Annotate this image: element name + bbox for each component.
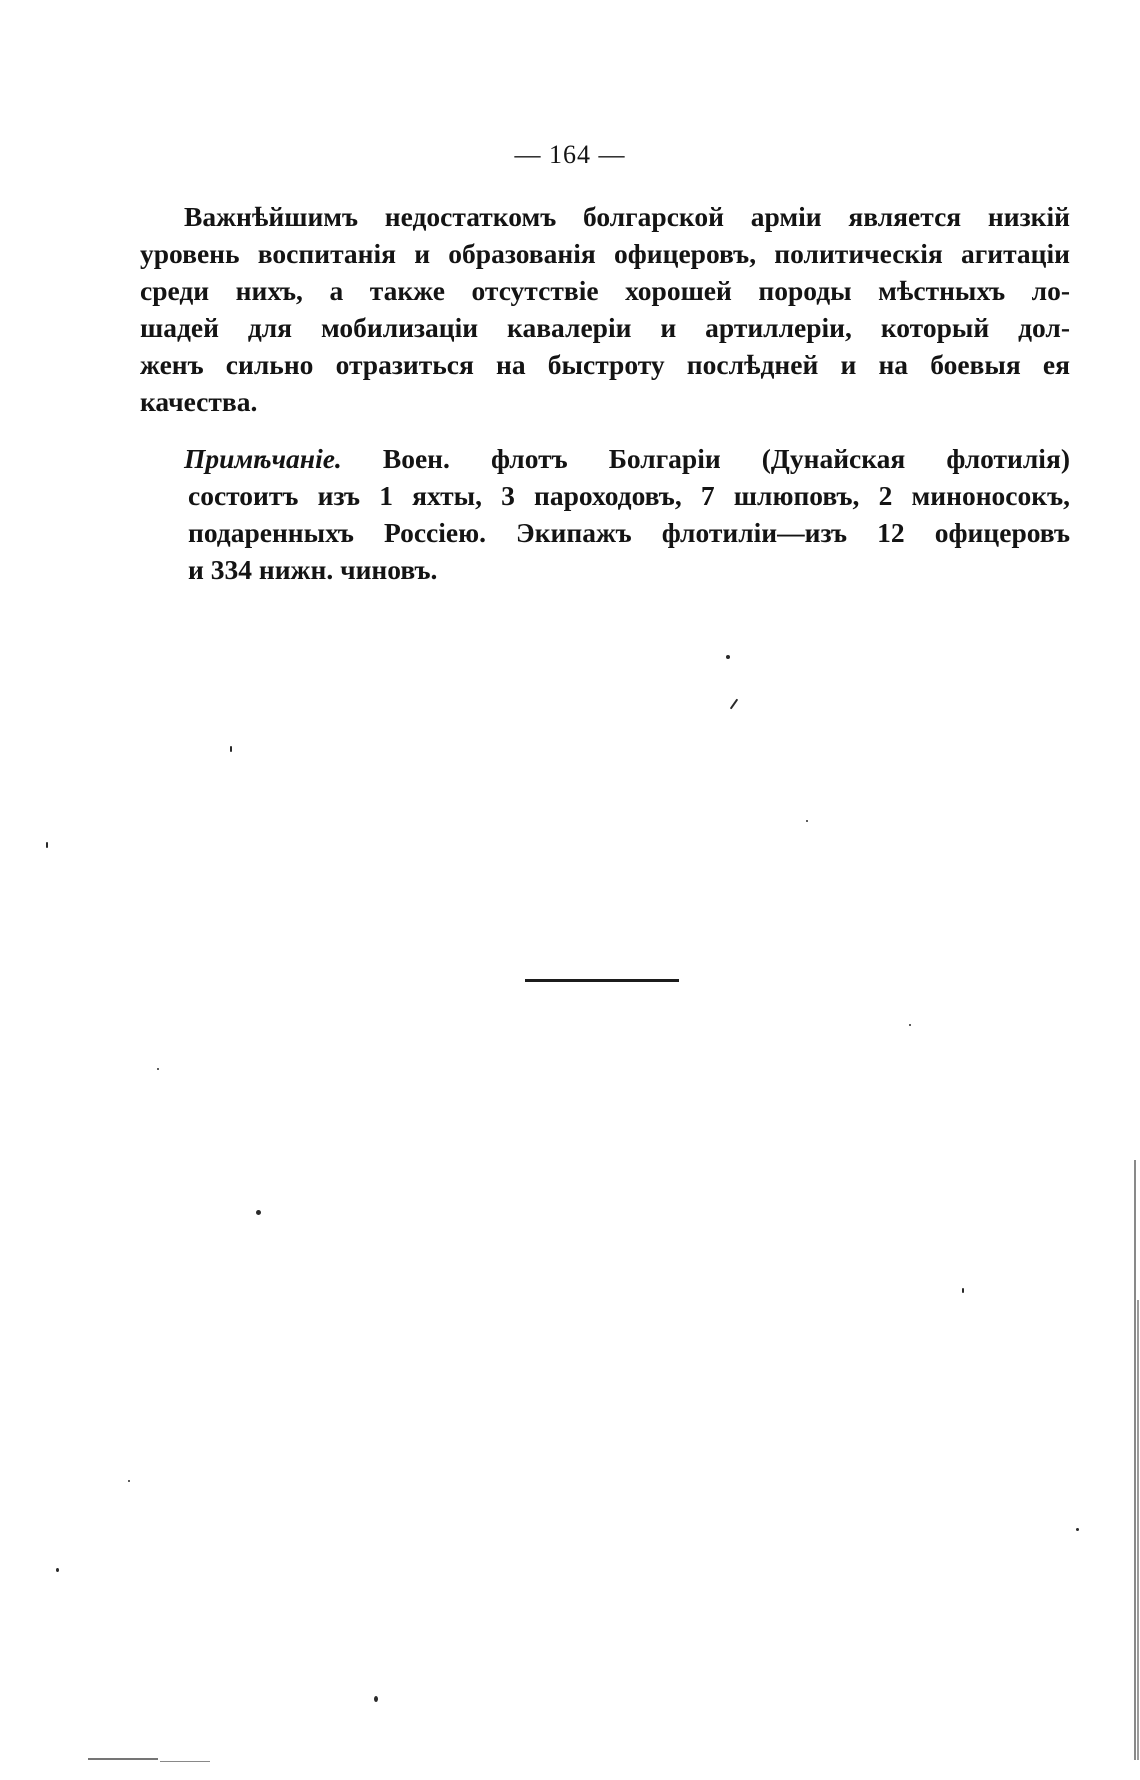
note-first-line	[140, 440, 1070, 477]
main-paragraph	[140, 198, 1070, 420]
main-paragraph-line: среди нихъ, а также отсутствіе хорошей породы мѣстныхъ ло-	[140, 275, 1070, 306]
scan-speck	[962, 1288, 964, 1293]
scan-speck	[230, 746, 232, 752]
note-line: подаренныхъ Россіею. Экипажъ флотиліи—изъ 12 офицеровъ	[188, 517, 1070, 548]
scan-speck	[374, 1696, 378, 1702]
scan-speck	[56, 1568, 59, 1572]
main-paragraph-line: Важнѣйшимъ недостаткомъ болгарской арміи является низкій	[184, 201, 1070, 232]
scan-edge-line	[160, 1761, 210, 1762]
scan-speck	[806, 820, 808, 822]
note-line: и 334 нижн. чиновъ.	[188, 554, 438, 585]
note-paragraph	[140, 440, 1070, 588]
main-paragraph-line: женъ сильно отразиться на быстроту послѣдней и на боевыя ея	[140, 349, 1070, 380]
note-first-line-text: Воен. флотъ Болгаріи (Дунайская флотилія)	[382, 443, 1070, 474]
scan-speck	[256, 1210, 261, 1215]
scan-speck	[157, 1068, 159, 1070]
scan-speck	[726, 655, 730, 659]
note-label: Примѣчаніе.	[184, 443, 342, 474]
scan-speck	[128, 1480, 130, 1482]
section-divider	[525, 979, 679, 982]
main-paragraph-line: шадей для мобилизаціи кавалеріи и артиллеріи, который дол-	[140, 312, 1070, 343]
scan-speck	[909, 1024, 911, 1026]
scan-edge-line	[1137, 1300, 1139, 1760]
page-number: — 164 —	[514, 140, 626, 169]
scan-speck	[1076, 1528, 1079, 1531]
scan-speck	[46, 842, 48, 848]
main-paragraph-line: качества.	[140, 386, 258, 417]
note-line: состоитъ изъ 1 яхты, 3 пароходовъ, 7 шлюповъ, 2 миноносокъ,	[188, 480, 1070, 511]
main-paragraph-line: уровень воспитанія и образованія офицеровъ, политическія агитаціи	[140, 238, 1070, 269]
scan-edge-line	[1134, 1160, 1136, 1760]
scan-edge-line	[88, 1758, 158, 1760]
scan-speck	[730, 699, 739, 710]
